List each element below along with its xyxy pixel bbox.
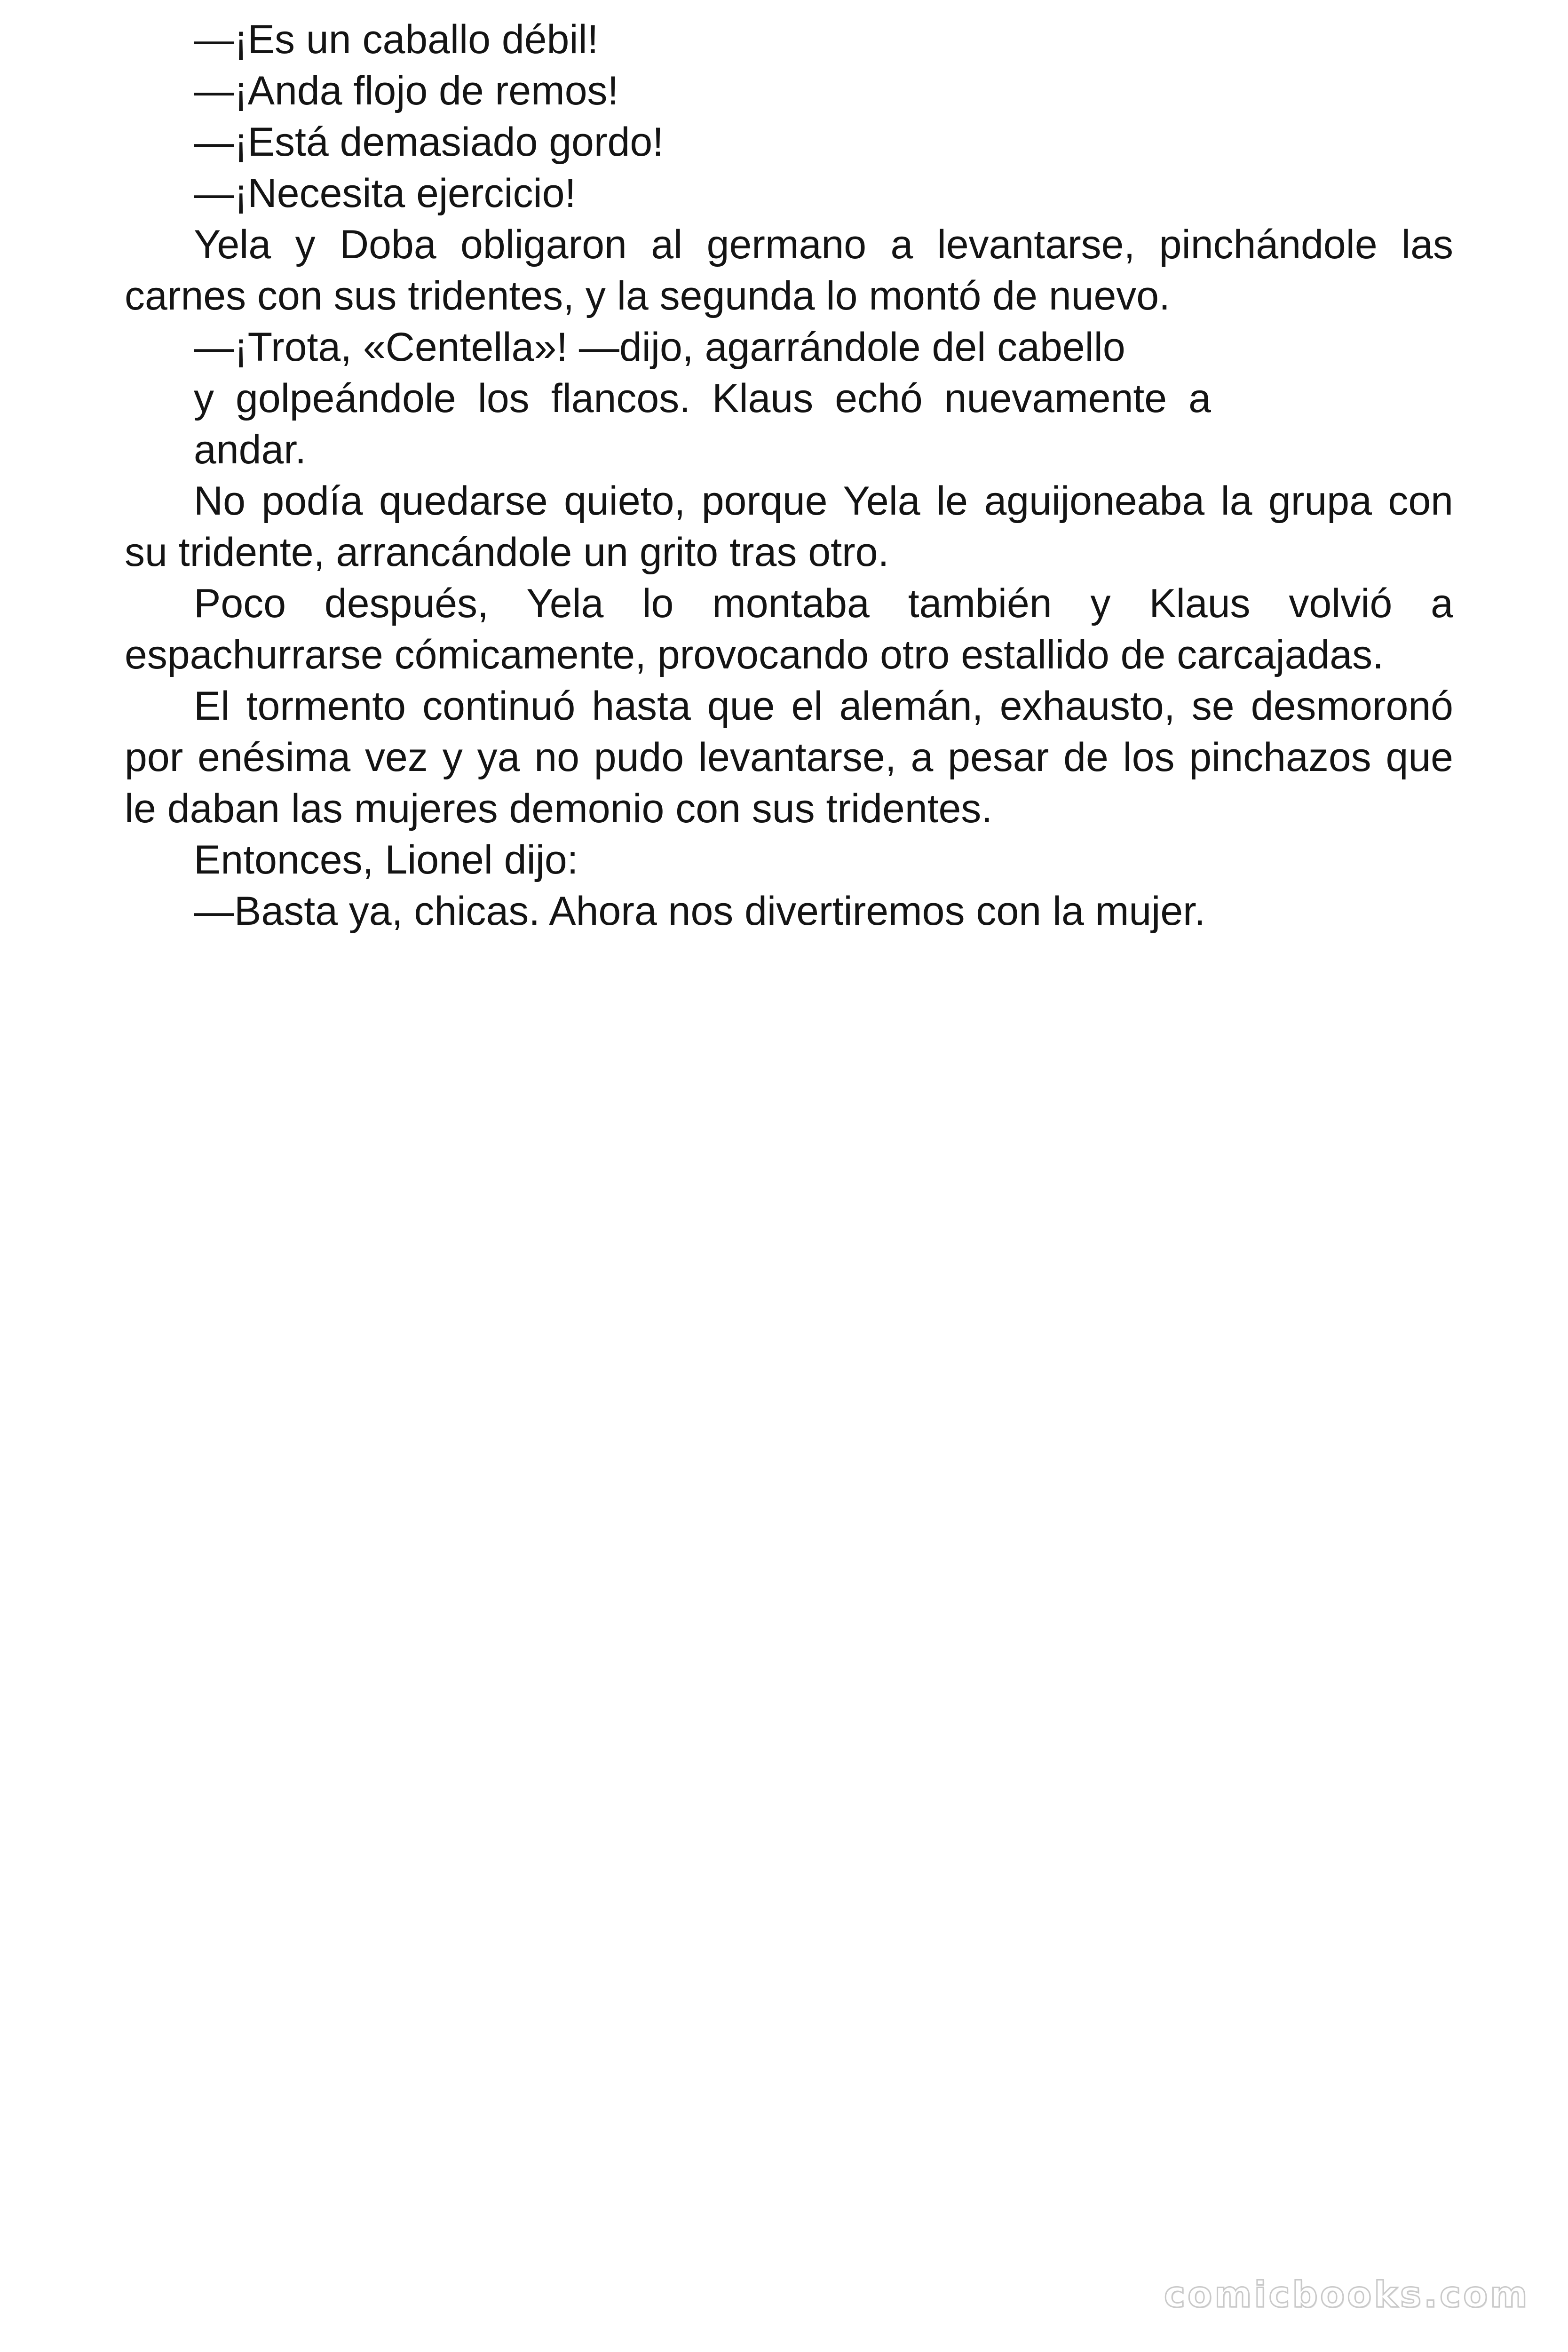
paragraph: —¡Es un caballo débil! bbox=[194, 17, 599, 62]
watermark-logo: comicbooks.com bbox=[1164, 2273, 1530, 2315]
paragraph: Yela y Doba obligaron al germano a levantarse, pinchándole las carnes con sus tridentes, y la segunda lo montó de nuevo. bbox=[125, 222, 1453, 318]
paragraph: —¡Necesita ejercicio! bbox=[194, 171, 576, 216]
paragraph: Entonces, Lionel dijo: bbox=[194, 837, 578, 882]
paragraph: El tormento continuó hasta que el alemán, exhausto, se desmoronó por enésima vez y ya no pudo levantarse, a pesar de los pinchazos que le daban las mujeres demonio con sus tridentes. bbox=[125, 683, 1453, 831]
paragraph: —¡Trota, «Centella»! —dijo, agarrándole del cabello bbox=[194, 325, 1125, 370]
paragraph: y golpeándole los flancos. Klaus echó nuevamente a andar. bbox=[194, 376, 1211, 472]
paragraph: —Basta ya, chicas. Ahora nos divertiremos con la mujer. bbox=[194, 889, 1205, 934]
body-text bbox=[125, 14, 1453, 937]
paragraph: No podía quedarse quieto, porque Yela le aguijoneaba la grupa con su tridente, arrancándole un grito tras otro. bbox=[125, 478, 1453, 575]
paragraph: —¡Está demasiado gordo! bbox=[194, 119, 664, 165]
paragraph: Poco después, Yela lo montaba también y Klaus volvió a espachurrarse cómicamente, provocando otro estallido de carcajadas. bbox=[125, 581, 1453, 677]
paragraph: —¡Anda flojo de remos! bbox=[194, 68, 619, 113]
